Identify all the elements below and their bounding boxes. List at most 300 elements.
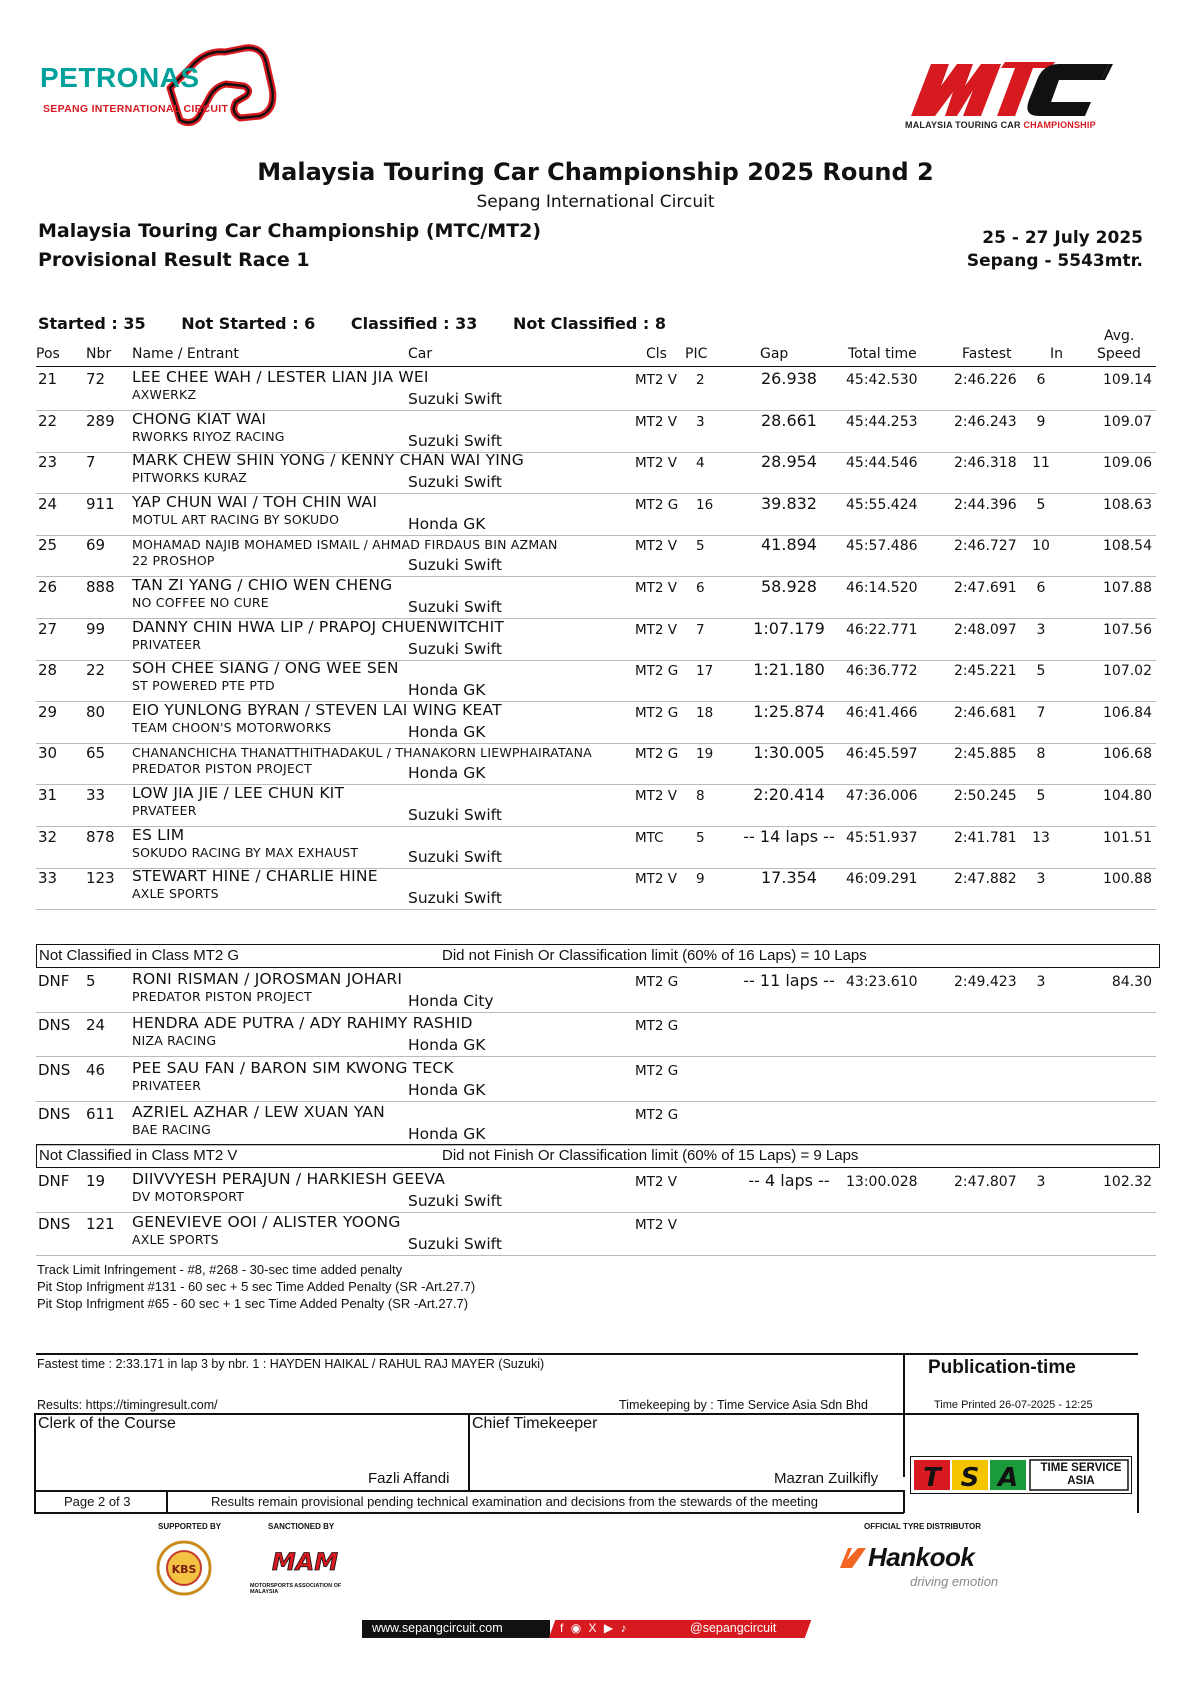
- gap: 41.894: [761, 535, 817, 555]
- position-in-class: 6: [696, 580, 705, 596]
- car-number: 80: [86, 702, 106, 721]
- table-row: [36, 699, 1156, 744]
- petronas-logo-text: PETRONAS: [40, 62, 200, 93]
- car-class: MT2 G: [635, 1018, 679, 1035]
- col-speed: Speed: [1097, 346, 1141, 362]
- result-pos: 32: [38, 827, 58, 846]
- total-time: 45:51.937: [846, 829, 918, 846]
- entrant-name: MOTUL ART RACING BY SOKUDO: [132, 511, 340, 527]
- chief-timekeeper-label: Chief Timekeeper: [472, 1415, 598, 1432]
- car-class: MT2 V: [635, 580, 678, 596]
- hankook-logo: Hankook: [868, 1542, 975, 1572]
- mam-subtitle: MOTORSPORTS ASSOCIATION OF MALAYSIA: [250, 1583, 342, 1595]
- driver-names: STEWART HINE / CHARLIE HINE: [132, 867, 378, 886]
- car-class: MT2 V: [635, 455, 678, 472]
- avg-speed: 84.30: [1111, 974, 1152, 990]
- car-class: MT2 V: [635, 1217, 678, 1233]
- fastest-lap: 2:47.691: [954, 580, 1017, 596]
- total-time: 45:57.486: [846, 538, 918, 555]
- sig-box-right: [1137, 1413, 1139, 1513]
- entrant-name: NIZA RACING: [132, 1033, 217, 1049]
- results-url[interactable]: Results: https://timingresult.com/: [37, 1398, 218, 1412]
- result-pos: 24: [38, 494, 58, 513]
- car-number: 19: [86, 1172, 106, 1190]
- entrant-name: PRIVATEER: [132, 1077, 202, 1093]
- total-time: 46:36.772: [846, 663, 918, 680]
- fastest-lap: 2:48.097: [954, 621, 1017, 638]
- car-class: MT2 G: [635, 704, 679, 721]
- fastest-lap: 2:47.807: [954, 1174, 1017, 1190]
- car-model: Honda GK: [408, 722, 486, 741]
- table-row: [36, 616, 1156, 661]
- fastest-lap-in: 10: [1032, 538, 1050, 555]
- col-car: Car: [408, 346, 433, 362]
- driver-names: CHONG KIAT WAI: [132, 409, 267, 428]
- avg-speed: 102.32: [1103, 1174, 1152, 1190]
- car-number: 99: [86, 619, 106, 638]
- note-pit-stop-65: Pit Stop Infrigment #65 - 60 sec + 1 sec Time Added Penalty (SR -Art.27.7): [37, 1296, 469, 1311]
- car-class: MT2 V: [635, 621, 678, 638]
- fastest-lap-in: 5: [1036, 663, 1046, 680]
- driver-names: LEE CHEE WAH / LESTER LIAN JIA WEI: [132, 368, 429, 386]
- total-time: 45:42.530: [846, 372, 918, 388]
- col-pos: Pos: [36, 346, 60, 362]
- result-pos: 29: [38, 702, 58, 721]
- car-number: 22: [86, 661, 106, 680]
- car-model: Suzuki Swift: [408, 889, 502, 908]
- fastest-lap-in: 5: [1036, 496, 1046, 513]
- car-number: 69: [86, 536, 106, 555]
- avg-speed: 100.88: [1103, 871, 1152, 888]
- fastest-lap: 2:46.727: [954, 538, 1017, 555]
- position-in-class: 4: [696, 455, 705, 472]
- table-row: [36, 824, 1156, 869]
- mtc-logo-subtitle: MALAYSIA TOURING CAR CHAMPIONSHIP: [905, 120, 1096, 130]
- car-model: Suzuki Swift: [408, 556, 502, 575]
- website-url[interactable]: www.sepangcircuit.com: [372, 1621, 503, 1635]
- car-model: Suzuki Swift: [408, 806, 502, 824]
- table-row: [36, 968, 1156, 1013]
- car-class: MT2 G: [635, 974, 679, 990]
- driver-names: LOW JIA JIE / LEE CHUN KIT: [132, 784, 345, 802]
- table-row: [36, 532, 1156, 577]
- supported-by-label: SUPPORTED BY: [158, 1522, 222, 1531]
- disclaimer-cell-right: [903, 1490, 905, 1513]
- entrant-name: DV MOTORSPORT: [132, 1189, 245, 1204]
- fastest-lap-in: 8: [1036, 746, 1046, 763]
- fastest-lap-in: 3: [1036, 974, 1046, 990]
- car-class: MTC: [635, 829, 664, 846]
- car-number: 911: [86, 494, 115, 513]
- result-pos: 31: [38, 786, 58, 804]
- tiktok-icon[interactable]: ♪: [620, 1621, 629, 1635]
- sig-box-rule: [34, 1490, 904, 1492]
- chief-timekeeper-name: Mazran Zuilkifly: [774, 1470, 879, 1487]
- timekeeping-provider: Timekeeping by : Time Service Asia Sdn Bhd: [619, 1398, 868, 1412]
- result-title: Provisional Result Race 1: [38, 249, 310, 271]
- not-started-count: Not Started : 6: [181, 314, 316, 333]
- col-pic: PIC: [685, 346, 708, 362]
- entrant-name: PRIVATEER: [132, 636, 202, 652]
- car-class: MT2 G: [635, 746, 679, 763]
- driver-names: MARK CHEW SHIN YONG / KENNY CHAN WAI YING: [132, 451, 525, 470]
- mam-logo: [250, 1546, 360, 1582]
- not-classified-label: Not Classified in Class MT2 G: [39, 947, 240, 964]
- table-row: [36, 1057, 1156, 1102]
- result-pos: 30: [38, 744, 58, 763]
- car-model: Suzuki Swift: [408, 1235, 502, 1253]
- fastest-lap: 2:47.882: [954, 871, 1017, 888]
- total-time: 46:22.771: [846, 621, 918, 638]
- avg-speed: 107.02: [1103, 663, 1152, 680]
- col-gap: Gap: [760, 346, 789, 362]
- position-in-class: 5: [696, 829, 705, 846]
- circuit-name: Sepang International Circuit: [476, 192, 715, 212]
- result-pos: DNF: [38, 972, 70, 990]
- sepang-logo-subtitle: SEPANG INTERNATIONAL CIRCUIT: [43, 103, 229, 115]
- table-row: [36, 1012, 1156, 1057]
- driver-names: AZRIEL AZHAR / LEW XUAN YAN: [132, 1102, 385, 1121]
- driver-names: DIIVVYESH PERAJUN / HARKIESH GEEVA: [132, 1170, 446, 1188]
- driver-names: SOH CHEE SIANG / ONG WEE SEN: [132, 659, 399, 678]
- result-pos: DNS: [38, 1016, 71, 1035]
- avg-speed: 107.88: [1103, 580, 1152, 596]
- publication-time-label: Publication-time: [928, 1357, 1076, 1378]
- car-model: Honda GK: [408, 681, 486, 700]
- entrant-name: PREDATOR PISTON PROJECT: [132, 989, 312, 1004]
- hankook-mark-icon: [838, 1546, 868, 1570]
- gap: 1:07.179: [753, 618, 825, 638]
- avg-speed: 107.56: [1103, 621, 1152, 638]
- entrant-name: ST POWERED PTE PTD: [132, 678, 275, 694]
- car-class: MT2 G: [635, 663, 679, 680]
- car-number: 7: [86, 453, 96, 472]
- tyre-distributor-label: OFFICIAL TYRE DISTRIBUTOR: [864, 1522, 982, 1531]
- total-time: 47:36.006: [846, 788, 918, 804]
- fastest-lap-in: 3: [1036, 1174, 1046, 1190]
- col-total-time: Total time: [848, 346, 917, 362]
- gap: 1:21.180: [753, 660, 825, 680]
- col-nbr: Nbr: [86, 346, 112, 362]
- car-number: 46: [86, 1060, 106, 1079]
- car-number: 121: [86, 1215, 115, 1233]
- result-pos: DNF: [38, 1172, 70, 1190]
- fastest-lap: 2:46.681: [954, 704, 1017, 721]
- event-title: Malaysia Touring Car Championship 2025 Round 2: [257, 158, 934, 186]
- driver-names: YAP CHUN WAI / TOH CHIN WAI: [132, 492, 378, 511]
- position-in-class: 18: [696, 704, 714, 721]
- fastest-lap-in: 11: [1032, 455, 1050, 472]
- total-time: 13:00.028: [846, 1174, 918, 1190]
- driver-names: TAN ZI YANG / CHIO WEN CHENG: [132, 576, 393, 594]
- car-model: Honda GK: [408, 1036, 486, 1055]
- col-name: Name / Entrant: [132, 346, 239, 362]
- sig-box-bottom: [34, 1512, 904, 1514]
- avg-speed: 109.14: [1103, 372, 1152, 388]
- footer-top-rule: [36, 1353, 1138, 1355]
- driver-names: CHANANCHICHA THANATTHITHADAKUL / THANAKORN LIEWPHAIRATANA: [132, 745, 592, 761]
- table-row: [36, 449, 1156, 494]
- fastest-lap: 2:45.885: [954, 746, 1017, 763]
- result-pos: 33: [38, 869, 58, 888]
- fastest-lap: 2:44.396: [954, 496, 1017, 513]
- x-icon[interactable]: X: [588, 1621, 599, 1635]
- car-class: MT2 V: [635, 1174, 678, 1190]
- event-dates: 25 - 27 July 2025: [982, 228, 1143, 248]
- total-time: 46:41.466: [846, 704, 918, 721]
- total-time: 46:14.520: [846, 580, 918, 596]
- driver-names: EIO YUNLONG BYRAN / STEVEN LAI WING KEAT: [132, 700, 502, 719]
- entrant-name: SOKUDO RACING BY MAX EXHAUST: [132, 844, 359, 860]
- entrant-name: PREDATOR PISTON PROJECT: [132, 761, 312, 777]
- table-row: [36, 574, 1156, 619]
- result-pos: 25: [38, 536, 58, 555]
- position-in-class: 7: [696, 621, 705, 638]
- fastest-lap-in: 3: [1036, 871, 1046, 888]
- car-model: Suzuki Swift: [408, 431, 502, 450]
- entrant-name: BAE RACING: [132, 1121, 211, 1137]
- car-number: 5: [86, 972, 96, 990]
- car-number: 72: [86, 370, 106, 388]
- total-time: 46:45.597: [846, 746, 918, 763]
- car-class: MT2 G: [635, 496, 679, 513]
- page-number: Page 2 of 3: [64, 1494, 131, 1509]
- footer-vertical-rule: [903, 1353, 905, 1477]
- avg-speed: 106.68: [1103, 746, 1152, 763]
- time-printed: Time Printed 26-07-2025 - 12:25: [934, 1399, 1093, 1411]
- col-cls: Cls: [646, 346, 667, 362]
- not-classified-banner: [36, 944, 1160, 968]
- fastest-lap-in: 6: [1036, 580, 1046, 596]
- provisional-disclaimer: Results remain provisional pending technical examination and decisions from the stewards of the meeting: [211, 1494, 818, 1509]
- gap: 17.354: [761, 868, 817, 888]
- table-row: [36, 366, 1156, 411]
- fastest-lap-in: 3: [1036, 621, 1046, 638]
- car-number: 123: [86, 869, 115, 888]
- table-row: [36, 408, 1156, 453]
- result-pos: 26: [38, 578, 58, 596]
- entrant-name: PITWORKS KURAZ: [132, 470, 247, 486]
- svg-text:MAM: MAM: [271, 1548, 339, 1576]
- instagram-icon[interactable]: ◉: [570, 1621, 584, 1635]
- table-row: [36, 491, 1156, 536]
- table-row: [36, 657, 1156, 702]
- result-pos: 27: [38, 619, 58, 638]
- fastest-lap: 2:45.221: [954, 663, 1017, 680]
- gap: 1:25.874: [753, 701, 825, 721]
- social-icons: [560, 1621, 628, 1635]
- driver-names: GENEVIEVE OOI / ALISTER YOONG: [132, 1213, 401, 1231]
- car-number: 289: [86, 411, 115, 430]
- facebook-icon[interactable]: f: [560, 1621, 566, 1635]
- entrant-name: AXWERKZ: [132, 387, 197, 402]
- car-model: Suzuki Swift: [408, 847, 502, 866]
- avg-speed: 109.07: [1103, 413, 1152, 430]
- entrant-name: NO COFFEE NO CURE: [132, 595, 269, 610]
- total-time: 43:23.610: [846, 974, 918, 990]
- table-row: [36, 1168, 1156, 1213]
- gap: -- 4 laps --: [748, 1171, 830, 1190]
- note-track-limit: Track Limit Infringement - #8, #268 - 30-sec time added penalty: [37, 1262, 403, 1277]
- driver-names: MOHAMAD NAJIB MOHAMED ISMAIL / AHMAD FIRDAUS BIN AZMAN: [132, 537, 558, 553]
- position-in-class: 3: [696, 413, 705, 430]
- sig-box-left: [34, 1413, 36, 1513]
- not-classified-banner: [36, 1144, 1160, 1168]
- svg-text:S: S: [960, 1463, 980, 1493]
- result-pos: 28: [38, 661, 58, 680]
- entrant-name: AXLE SPORTS: [132, 1232, 219, 1247]
- position-in-class: 5: [696, 538, 705, 555]
- car-class: MT2 V: [635, 538, 678, 555]
- gap: 26.938: [761, 369, 817, 388]
- svg-text:KBS: KBS: [171, 1563, 197, 1576]
- fastest-lap-in: 9: [1036, 413, 1046, 430]
- position-in-class: 16: [696, 496, 714, 513]
- note-pit-stop-131: Pit Stop Infrigment #131 - 60 sec + 5 sec Time Added Penalty (SR -Art.27.7): [37, 1279, 476, 1294]
- car-class: MT2 V: [635, 372, 678, 388]
- result-pos: 22: [38, 411, 58, 430]
- clerk-name: Fazli Affandi: [368, 1470, 450, 1487]
- gap: 28.661: [761, 410, 817, 430]
- not-classified-count: Not Classified : 8: [512, 314, 666, 333]
- class-title: Malaysia Touring Car Championship (MTC/MT2): [38, 220, 542, 242]
- fastest-lap-in: 5: [1036, 788, 1046, 804]
- gap: 1:30.005: [753, 743, 825, 763]
- position-in-class: 8: [696, 788, 705, 804]
- entrant-name: AXLE SPORTS: [132, 886, 219, 902]
- fastest-lap: 2:41.781: [954, 829, 1017, 846]
- fastest-lap-in: 7: [1036, 704, 1046, 721]
- car-model: Suzuki Swift: [408, 390, 502, 408]
- total-time: 46:09.291: [846, 871, 918, 888]
- not-classified-label: Not Classified in Class MT2 V: [39, 1147, 238, 1164]
- svg-text:A: A: [997, 1463, 1019, 1493]
- race-stats: [38, 314, 696, 333]
- avg-speed: 106.84: [1103, 704, 1152, 721]
- entrant-name: PRVATEER: [132, 803, 197, 818]
- total-time: 45:44.253: [846, 413, 918, 430]
- social-handle[interactable]: @sepangcircuit: [690, 1621, 777, 1635]
- youtube-icon[interactable]: ▶: [603, 1621, 616, 1635]
- car-number: 33: [86, 786, 106, 804]
- col-fastest: Fastest: [962, 346, 1012, 362]
- driver-names: RONI RISMAN / JOROSMAN JOHARI: [132, 970, 403, 988]
- gap: 28.954: [761, 452, 817, 472]
- classification-limit: Did not Finish Or Classification limit (60% of 15 Laps) = 9 Laps: [442, 1147, 859, 1164]
- car-model: Suzuki Swift: [408, 1192, 502, 1210]
- mtc-logo: [905, 58, 1115, 120]
- position-in-class: 17: [696, 663, 714, 680]
- gap: 39.832: [761, 493, 817, 513]
- car-class: MT2 V: [635, 788, 678, 804]
- clerk-label: Clerk of the Course: [38, 1415, 176, 1432]
- car-model: Suzuki Swift: [408, 473, 502, 492]
- car-model: Honda GK: [408, 764, 486, 783]
- driver-names: ES LIM: [132, 825, 185, 844]
- car-model: Honda GK: [408, 1080, 486, 1099]
- tsa-logo-text: TIME SERVICE ASIA: [1040, 1462, 1122, 1487]
- car-number: 611: [86, 1104, 115, 1123]
- result-pos: DNS: [38, 1215, 71, 1233]
- driver-names: DANNY CHIN HWA LIP / PRAPOJ CHUENWITCHIT: [132, 617, 505, 636]
- table-row: [36, 782, 1156, 827]
- fastest-lap: 2:46.243: [954, 413, 1017, 430]
- col-avg: Avg.: [1104, 328, 1135, 344]
- car-model: Honda GK: [408, 514, 486, 533]
- entrant-name: RWORKS RIYOZ RACING: [132, 428, 285, 444]
- position-in-class: 9: [696, 871, 705, 888]
- position-in-class: 19: [696, 746, 714, 763]
- fastest-lap: 2:46.318: [954, 455, 1017, 472]
- car-model: Honda GK: [408, 1124, 486, 1143]
- fastest-lap: 2:46.226: [954, 372, 1017, 388]
- gap: 2:20.414: [753, 785, 825, 804]
- car-number: 888: [86, 578, 115, 596]
- started-count: Started : 35: [38, 314, 146, 333]
- fastest-time-line: Fastest time : 2:33.171 in lap 3 by nbr. 1 : HAYDEN HAIKAL / RAHUL RAJ MAYER (Suzuki): [37, 1357, 545, 1371]
- sanctioned-by-label: SANCTIONED BY: [268, 1522, 335, 1531]
- avg-speed: 104.80: [1103, 788, 1152, 804]
- entrant-name: TEAM CHOON'S MOTORWORKS: [132, 719, 332, 735]
- driver-names: HENDRA ADE PUTRA / ADY RAHIMY RASHID: [132, 1014, 473, 1033]
- table-row: [36, 1101, 1156, 1146]
- position-in-class: 2: [696, 372, 705, 388]
- result-pos: 23: [38, 453, 58, 472]
- col-in: In: [1050, 346, 1064, 362]
- hankook-tagline: driving emotion: [910, 1574, 999, 1589]
- avg-speed: 101.51: [1103, 829, 1152, 846]
- fastest-lap-in: 6: [1036, 372, 1046, 388]
- car-class: MT2 V: [635, 871, 678, 888]
- fastest-lap-in: 13: [1032, 829, 1050, 846]
- fastest-lap: 2:49.423: [954, 974, 1017, 990]
- venue-length: Sepang - 5543mtr.: [966, 251, 1143, 271]
- classification-limit: Did not Finish Or Classification limit (60% of 16 Laps) = 10 Laps: [442, 947, 867, 964]
- result-pos: DNS: [38, 1104, 71, 1123]
- car-class: MT2 V: [635, 413, 678, 430]
- table-row: [36, 1211, 1156, 1256]
- avg-speed: 108.63: [1103, 496, 1152, 513]
- car-class: MT2 G: [635, 1106, 679, 1123]
- fastest-lap: 2:50.245: [954, 788, 1017, 804]
- avg-speed: 109.06: [1103, 455, 1152, 472]
- car-class: MT2 G: [635, 1062, 679, 1079]
- gap: -- 11 laps --: [743, 971, 835, 990]
- car-model: Suzuki Swift: [408, 598, 502, 616]
- gap: -- 14 laps --: [743, 826, 835, 846]
- svg-text:T: T: [923, 1463, 941, 1493]
- car-number: 24: [86, 1016, 106, 1035]
- result-pos: 21: [38, 370, 58, 388]
- sig-box-mid: [468, 1413, 470, 1491]
- driver-names: PEE SAU FAN / BARON SIM KWONG TECK: [132, 1058, 454, 1077]
- car-model: Suzuki Swift: [408, 639, 502, 658]
- avg-speed: 108.54: [1103, 538, 1152, 555]
- result-pos: DNS: [38, 1060, 71, 1079]
- total-time: 45:44.546: [846, 455, 918, 472]
- table-row: [36, 740, 1156, 785]
- entrant-name: 22 PROSHOP: [132, 553, 215, 569]
- kbs-logo: [156, 1540, 212, 1596]
- classified-count: Classified : 33: [350, 314, 478, 333]
- table-row: [36, 865, 1156, 910]
- car-number: 65: [86, 744, 106, 763]
- gap: 58.928: [761, 577, 817, 596]
- car-model: Honda City: [408, 992, 494, 1010]
- page-cell-divider: [166, 1490, 168, 1513]
- car-number: 878: [86, 827, 115, 846]
- total-time: 45:55.424: [846, 496, 918, 513]
